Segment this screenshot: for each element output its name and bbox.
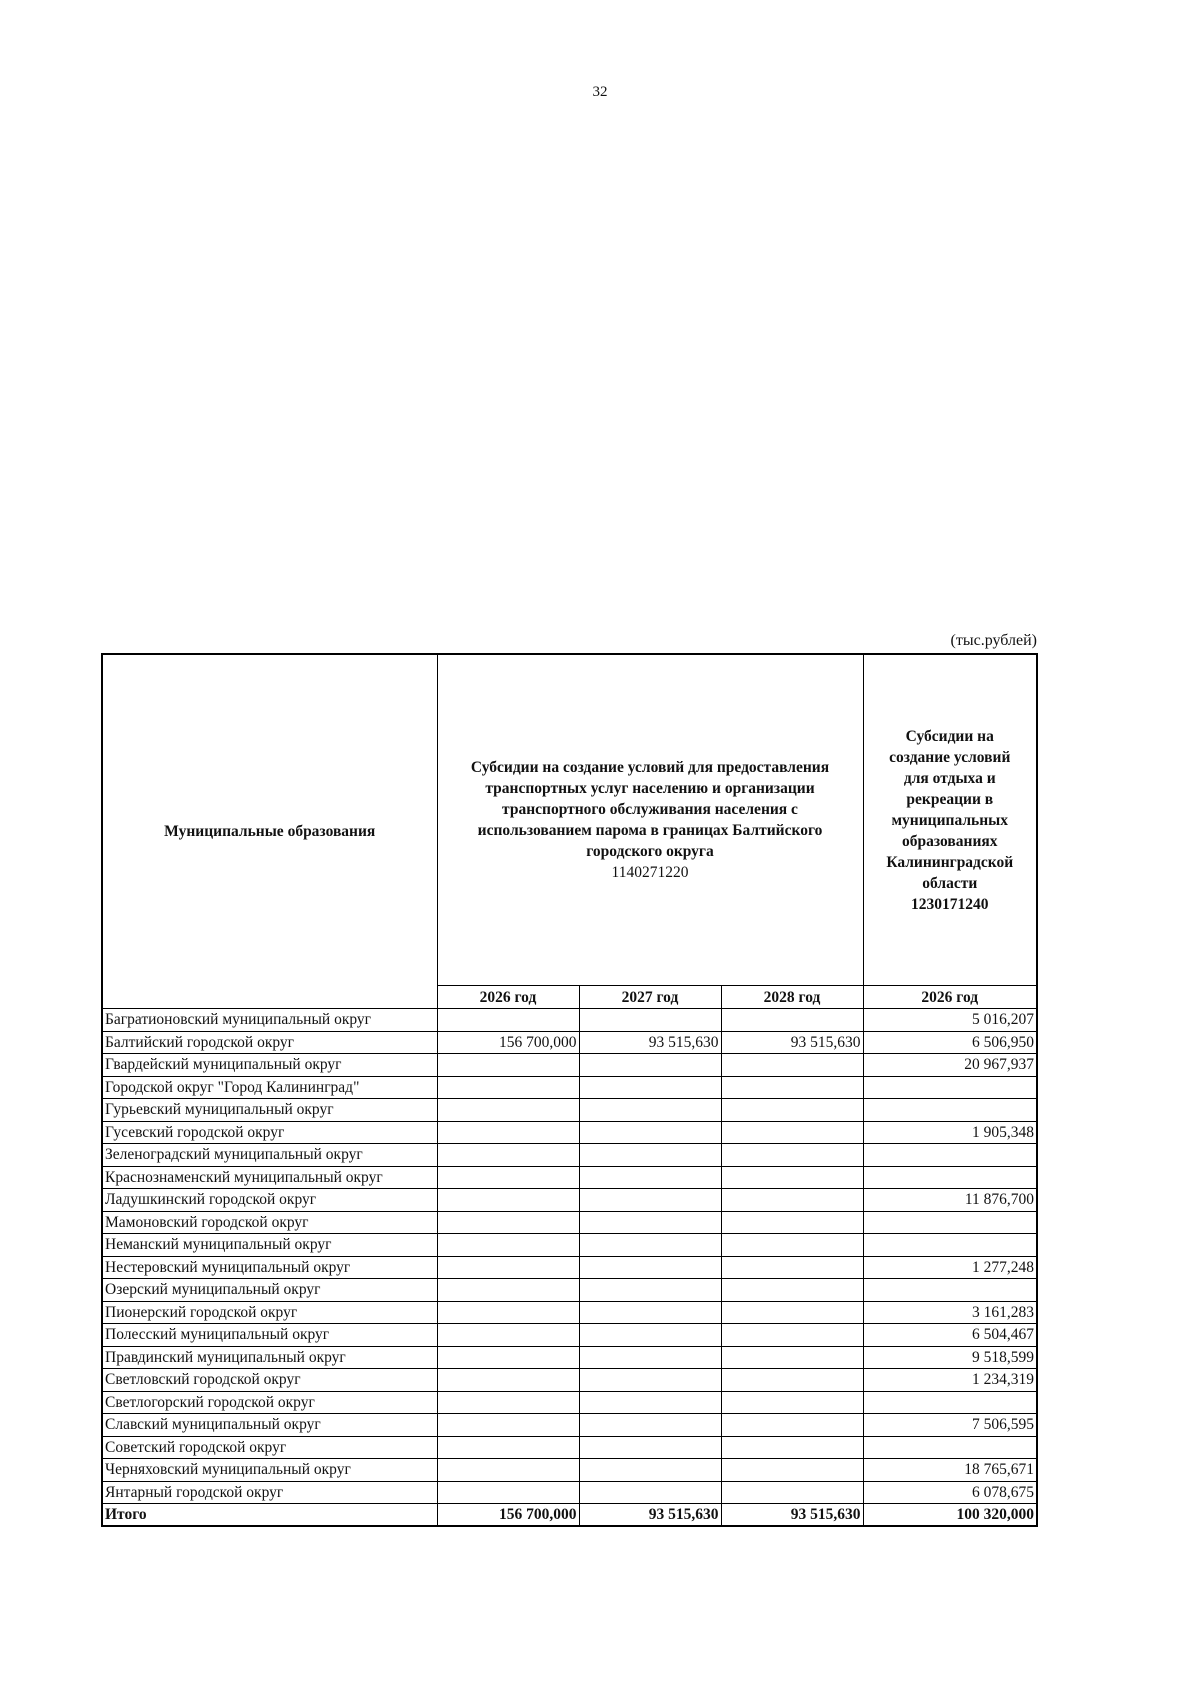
municipality-name: Полесский муниципальный округ [102, 1324, 437, 1347]
amount-cell: 1 234,319 [863, 1369, 1037, 1392]
municipalities-header: Муниципальные образования [102, 654, 437, 1009]
amount-cell [721, 1279, 863, 1302]
amount-cell [721, 1189, 863, 1212]
table-row [102, 1009, 1037, 1032]
amount-cell [437, 1189, 579, 1212]
amount-cell [721, 1121, 863, 1144]
municipality-name: Нестеровский муниципальный округ [102, 1256, 437, 1279]
amount-cell [437, 1054, 579, 1077]
amount-cell: 1 277,248 [863, 1256, 1037, 1279]
amount-cell [863, 1211, 1037, 1234]
table-row [102, 1076, 1037, 1099]
units-label: (тыс.рублей) [950, 632, 1037, 649]
amount-cell: 20 967,937 [863, 1054, 1037, 1077]
amount-cell [863, 1279, 1037, 1302]
table-row [102, 1166, 1037, 1189]
recreation-subsidy-header: Субсидии на создание условий для отдыха и рекреации в муниципальных образованиях Калининградской области 1230171240 [863, 654, 1037, 986]
table-row [102, 1099, 1037, 1122]
amount-cell [437, 1211, 579, 1234]
amount-cell [437, 1346, 579, 1369]
total-value: 93 515,630 [721, 1504, 863, 1527]
amount-cell: 156 700,000 [437, 1031, 579, 1054]
municipality-name: Славский муниципальный округ [102, 1414, 437, 1437]
table-row [102, 1346, 1037, 1369]
amount-cell [721, 1211, 863, 1234]
municipality-name: Гвардейский муниципальный округ [102, 1054, 437, 1077]
amount-cell [579, 1391, 721, 1414]
amount-cell [579, 1211, 721, 1234]
amount-cell [579, 1301, 721, 1324]
municipality-name: Ладушкинский городской округ [102, 1189, 437, 1212]
table-row [102, 1256, 1037, 1279]
amount-cell [863, 1076, 1037, 1099]
table-row [102, 1436, 1037, 1459]
municipality-name: Багратионовский муниципальный округ [102, 1009, 437, 1032]
total-value: 93 515,630 [579, 1504, 721, 1527]
amount-cell: 6 078,675 [863, 1481, 1037, 1504]
total-row [102, 1504, 1037, 1527]
amount-cell [437, 1099, 579, 1122]
amount-cell [437, 1369, 579, 1392]
amount-cell: 1 905,348 [863, 1121, 1037, 1144]
amount-cell [579, 1256, 721, 1279]
amount-cell [721, 1054, 863, 1077]
table-row [102, 1031, 1037, 1054]
amount-cell [863, 1391, 1037, 1414]
table-row [102, 1279, 1037, 1302]
amount-cell [863, 1099, 1037, 1122]
amount-cell: 93 515,630 [579, 1031, 721, 1054]
municipality-name: Гурьевский муниципальный округ [102, 1099, 437, 1122]
total-label: Итого [102, 1504, 437, 1527]
total-value: 100 320,000 [863, 1504, 1037, 1527]
amount-cell [721, 1369, 863, 1392]
amount-cell [863, 1234, 1037, 1257]
amount-cell [579, 1189, 721, 1212]
amount-cell [579, 1459, 721, 1482]
amount-cell [721, 1436, 863, 1459]
amount-cell [579, 1346, 721, 1369]
amount-cell [579, 1121, 721, 1144]
table-row [102, 1369, 1037, 1392]
amount-cell: 11 876,700 [863, 1189, 1037, 1212]
ferry-subsidy-header: Субсидии на создание условий для предоставления транспортных услуг населению и организации транспортного обслуживания населения с использованием парома в границах Балтийского городского округа 1140271220 [437, 654, 863, 986]
municipality-name: Озерский муниципальный округ [102, 1279, 437, 1302]
amount-cell [863, 1436, 1037, 1459]
table-row [102, 1301, 1037, 1324]
table-row [102, 1414, 1037, 1437]
municipality-name: Светловский городской округ [102, 1369, 437, 1392]
municipality-name: Городской округ "Город Калининград" [102, 1076, 437, 1099]
municipality-name: Советский городской округ [102, 1436, 437, 1459]
amount-cell [721, 1346, 863, 1369]
amount-cell [437, 1076, 579, 1099]
amount-cell [863, 1144, 1037, 1167]
municipality-name: Неманский муниципальный округ [102, 1234, 437, 1257]
amount-cell [721, 1481, 863, 1504]
amount-cell: 7 506,595 [863, 1414, 1037, 1437]
amount-cell [579, 1054, 721, 1077]
subsidies-table [101, 653, 1038, 1527]
amount-cell: 93 515,630 [721, 1031, 863, 1054]
amount-cell [437, 1414, 579, 1437]
municipality-name: Балтийский городской округ [102, 1031, 437, 1054]
amount-cell: 6 506,950 [863, 1031, 1037, 1054]
amount-cell [437, 1256, 579, 1279]
amount-cell [579, 1324, 721, 1347]
table-row [102, 1234, 1037, 1257]
amount-cell: 3 161,283 [863, 1301, 1037, 1324]
year-header: 2026 год [863, 986, 1037, 1009]
total-value: 156 700,000 [437, 1504, 579, 1527]
year-header: 2028 год [721, 986, 863, 1009]
amount-cell: 18 765,671 [863, 1459, 1037, 1482]
amount-cell [437, 1279, 579, 1302]
amount-cell [721, 1301, 863, 1324]
table-row [102, 1189, 1037, 1212]
amount-cell [579, 1414, 721, 1437]
municipality-name: Мамоновский городской округ [102, 1211, 437, 1234]
amount-cell [437, 1459, 579, 1482]
municipality-name: Краснознаменский муниципальный округ [102, 1166, 437, 1189]
amount-cell [579, 1166, 721, 1189]
amount-cell [579, 1369, 721, 1392]
amount-cell: 6 504,467 [863, 1324, 1037, 1347]
municipality-name: Черняховский муниципальный округ [102, 1459, 437, 1482]
amount-cell [579, 1279, 721, 1302]
table-row [102, 1144, 1037, 1167]
amount-cell [863, 1166, 1037, 1189]
amount-cell [721, 1144, 863, 1167]
amount-cell: 5 016,207 [863, 1009, 1037, 1032]
amount-cell [437, 1121, 579, 1144]
amount-cell [437, 1324, 579, 1347]
table-row [102, 1481, 1037, 1504]
amount-cell [721, 1414, 863, 1437]
page-number: 32 [592, 84, 608, 100]
amount-cell [437, 1166, 579, 1189]
amount-cell [437, 1009, 579, 1032]
amount-cell [721, 1099, 863, 1122]
year-header: 2027 год [579, 986, 721, 1009]
municipality-name: Пионерский городской округ [102, 1301, 437, 1324]
amount-cell [721, 1234, 863, 1257]
amount-cell [721, 1256, 863, 1279]
table-row [102, 1054, 1037, 1077]
municipality-name: Светлогорский городской округ [102, 1391, 437, 1414]
amount-cell [437, 1144, 579, 1167]
amount-cell: 9 518,599 [863, 1346, 1037, 1369]
amount-cell [579, 1144, 721, 1167]
amount-cell [579, 1234, 721, 1257]
table-row [102, 1211, 1037, 1234]
amount-cell [721, 1009, 863, 1032]
table-row [102, 1121, 1037, 1144]
amount-cell [721, 1076, 863, 1099]
amount-cell [579, 1009, 721, 1032]
amount-cell [721, 1324, 863, 1347]
amount-cell [579, 1099, 721, 1122]
municipality-name: Янтарный городской округ [102, 1481, 437, 1504]
amount-cell [579, 1481, 721, 1504]
amount-cell [721, 1459, 863, 1482]
table-row [102, 1324, 1037, 1347]
table-row [102, 1459, 1037, 1482]
amount-cell [437, 1301, 579, 1324]
amount-cell [437, 1234, 579, 1257]
municipality-name: Зеленоградский муниципальный округ [102, 1144, 437, 1167]
amount-cell [721, 1391, 863, 1414]
amount-cell [437, 1436, 579, 1459]
municipality-name: Правдинский муниципальный округ [102, 1346, 437, 1369]
amount-cell [437, 1481, 579, 1504]
amount-cell [721, 1166, 863, 1189]
year-header: 2026 год [437, 986, 579, 1009]
municipality-name: Гусевский городской округ [102, 1121, 437, 1144]
amount-cell [437, 1391, 579, 1414]
amount-cell [579, 1436, 721, 1459]
amount-cell [579, 1076, 721, 1099]
table-row [102, 1391, 1037, 1414]
